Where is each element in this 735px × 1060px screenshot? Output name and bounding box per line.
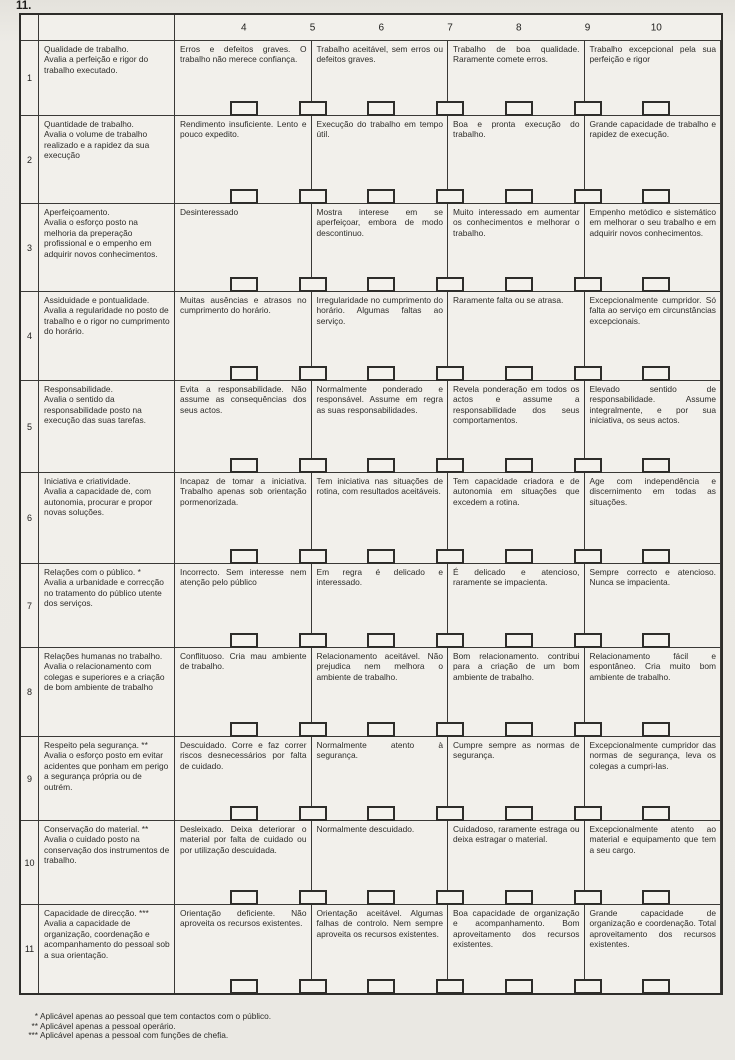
rating-checkbox[interactable] bbox=[574, 458, 602, 473]
rating-checkbox[interactable] bbox=[642, 890, 670, 905]
rating-checkbox[interactable] bbox=[642, 549, 670, 564]
criterion-row bbox=[21, 115, 721, 203]
level-text: Em regra é delicado e interessado. bbox=[312, 564, 449, 647]
rating-checkbox[interactable] bbox=[642, 277, 670, 292]
criterion-description: Avalia a regularidade no posto de trabalho e o rigor no cumprimento do horário. bbox=[44, 305, 170, 337]
criterion-description: Avalia o esforço posto na melhoria da preperação profissional e o empenho em adquirir novos conhecimentos. bbox=[44, 217, 158, 259]
level-text: Boa capacidade de organização e acompanhamento. Bom aproveitamento dos recursos existentes. bbox=[448, 905, 585, 993]
scale-value: 10 bbox=[650, 22, 662, 33]
level-text: Normalmente descuidado. bbox=[312, 821, 449, 904]
criterion-title: Capacidade de direcção. *** bbox=[44, 908, 149, 918]
rating-checkbox[interactable] bbox=[574, 890, 602, 905]
rating-checkbox[interactable] bbox=[367, 277, 395, 292]
scale-values bbox=[175, 15, 721, 40]
level-text: Elevado sentido de responsabilidade. Assume integralmente, e por sua iniciativa, os seus actos. bbox=[585, 381, 722, 472]
criterion-description: Avalia o cuidado posto na conservação dos instrumentos de trabalho. bbox=[44, 834, 170, 866]
rating-checkbox[interactable] bbox=[505, 722, 533, 737]
level-text: Raramente falta ou se atrasa. bbox=[448, 292, 585, 380]
scale-value: 8 bbox=[515, 22, 522, 33]
criterion-cell bbox=[39, 116, 175, 203]
level-text: Conflituoso. Cria mau ambiente de trabalho. bbox=[175, 648, 312, 736]
criterion-cell bbox=[39, 292, 175, 380]
scale-value: 5 bbox=[309, 22, 316, 33]
level-text: Desleixado. Deixa deteriorar o material por falta de cuidado ou por utilização descuidada. bbox=[175, 821, 312, 904]
rating-checkbox[interactable] bbox=[299, 189, 327, 204]
rating-checkbox[interactable] bbox=[230, 633, 258, 648]
rating-checkbox[interactable] bbox=[436, 366, 464, 381]
criterion-number: 11 bbox=[21, 905, 39, 993]
rating-checkbox[interactable] bbox=[436, 633, 464, 648]
level-text: Empenho metódico e sistemático em melhorar o seu trabalho e em adquirir novos conhecimentos. bbox=[585, 204, 722, 291]
rating-checkbox[interactable] bbox=[574, 722, 602, 737]
scale-value: 4 bbox=[240, 22, 247, 33]
level-text: Orientação aceitável. Algumas falhas de controlo. Nem sempre aproveita os recursos existentes. bbox=[312, 905, 449, 993]
level-text: Revela ponderação em todos os actos e assume a responsabilidade dos seus comportamentos. bbox=[448, 381, 585, 472]
rating-checkbox[interactable] bbox=[436, 101, 464, 116]
rating-checkbox[interactable] bbox=[367, 633, 395, 648]
level-text: Normalmente atento à segurança. bbox=[312, 737, 449, 820]
rating-checkbox[interactable] bbox=[230, 806, 258, 821]
rating-checkbox[interactable] bbox=[642, 366, 670, 381]
criterion-description: Avalia a urbanidade e correcção no tratamento do público utente dos serviços. bbox=[44, 577, 164, 609]
rating-checkbox[interactable] bbox=[436, 277, 464, 292]
rating-checkbox[interactable] bbox=[367, 979, 395, 994]
level-text: Cuidadoso, raramente estraga ou deixa estragar o material. bbox=[448, 821, 585, 904]
criterion-title: Conservação do material. ** bbox=[44, 824, 149, 834]
criterion-number: 8 bbox=[21, 648, 39, 736]
scale-value: 9 bbox=[584, 22, 591, 33]
level-text: Erros e defeitos graves. O trabalho não merece confiança. bbox=[175, 41, 312, 115]
criterion-cell bbox=[39, 204, 175, 291]
rating-checkbox[interactable] bbox=[299, 722, 327, 737]
rating-checkbox[interactable] bbox=[299, 979, 327, 994]
rating-checkbox[interactable] bbox=[436, 722, 464, 737]
scale-value: 6 bbox=[378, 22, 385, 33]
rating-checkbox[interactable] bbox=[642, 458, 670, 473]
rating-checkbox[interactable] bbox=[299, 366, 327, 381]
rating-checkbox[interactable] bbox=[436, 890, 464, 905]
rating-checkbox[interactable] bbox=[299, 806, 327, 821]
criterion-cell bbox=[39, 737, 175, 820]
criterion-cell bbox=[39, 41, 175, 115]
criterion-description: Avalia a capacidade de, com autonomia, procurar e propor novas soluções. bbox=[44, 486, 153, 518]
criterion-title: Relações com o público. * bbox=[44, 567, 141, 577]
criterion-cell bbox=[39, 564, 175, 647]
rating-checkbox[interactable] bbox=[367, 189, 395, 204]
level-text: É delicado e atencioso, raramente se impacienta. bbox=[448, 564, 585, 647]
level-text: Sempre correcto e atencioso. Nunca se impacienta. bbox=[585, 564, 722, 647]
scale-value: 7 bbox=[447, 22, 453, 33]
criterion-number: 4 bbox=[21, 292, 39, 380]
criterion-row bbox=[21, 380, 721, 472]
criterion-number: 1 bbox=[21, 41, 39, 115]
rating-checkbox[interactable] bbox=[505, 549, 533, 564]
criterion-number: 3 bbox=[21, 204, 39, 291]
criterion-cell bbox=[39, 648, 175, 736]
level-text: Trabalho de boa qualidade. Raramente comete erros. bbox=[448, 41, 585, 115]
level-text: Desinteressado bbox=[175, 204, 312, 291]
rating-checkbox[interactable] bbox=[299, 277, 327, 292]
rating-checkbox[interactable] bbox=[505, 277, 533, 292]
level-text: Bom relacionamento. contribui para a criação de um bom ambiente de trabalho. bbox=[448, 648, 585, 736]
level-text: Age com independência e discernimento em todas as situações. bbox=[585, 473, 722, 563]
rating-checkbox[interactable] bbox=[299, 549, 327, 564]
rating-checkbox[interactable] bbox=[367, 549, 395, 564]
header-criteria-col bbox=[39, 15, 175, 40]
criterion-title: Respeito pela segurança. ** bbox=[44, 740, 148, 750]
rating-checkbox[interactable] bbox=[505, 458, 533, 473]
criterion-number: 7 bbox=[21, 564, 39, 647]
rating-checkbox[interactable] bbox=[299, 633, 327, 648]
rating-checkbox[interactable] bbox=[642, 101, 670, 116]
rating-checkbox[interactable] bbox=[367, 458, 395, 473]
criterion-row bbox=[21, 291, 721, 380]
rating-checkbox[interactable] bbox=[230, 458, 258, 473]
rating-checkbox[interactable] bbox=[367, 366, 395, 381]
rating-checkbox[interactable] bbox=[574, 633, 602, 648]
criterion-row bbox=[21, 820, 721, 904]
criterion-title: Responsabilidade. bbox=[44, 384, 113, 394]
level-text: Muitas ausências e atrasos no cumprimento do horário. bbox=[175, 292, 312, 380]
level-text: Trabalho aceitável, sem erros ou defeitos graves. bbox=[312, 41, 449, 115]
rating-checkbox[interactable] bbox=[642, 189, 670, 204]
footnotes bbox=[24, 1012, 271, 1041]
criterion-row bbox=[21, 472, 721, 563]
criterion-number: 5 bbox=[21, 381, 39, 472]
rating-checkbox[interactable] bbox=[230, 277, 258, 292]
rating-checkbox[interactable] bbox=[574, 101, 602, 116]
criterion-row bbox=[21, 904, 721, 993]
rating-checkbox[interactable] bbox=[505, 979, 533, 994]
rating-checkbox[interactable] bbox=[505, 633, 533, 648]
rating-checkbox[interactable] bbox=[299, 458, 327, 473]
rating-checkbox[interactable] bbox=[230, 722, 258, 737]
footnote-text: Aplicável apenas ao pessoal que tem contactos com o público. bbox=[40, 1011, 272, 1021]
criterion-row bbox=[21, 647, 721, 736]
evaluation-table bbox=[19, 13, 723, 995]
level-text: Relacionamento aceitável. Não prejudica nem melhora o ambiente de trabalho. bbox=[312, 648, 449, 736]
criterion-number: 10 bbox=[21, 821, 39, 904]
rating-checkbox[interactable] bbox=[642, 979, 670, 994]
rating-checkbox[interactable] bbox=[367, 890, 395, 905]
criterion-description: Avalia o relacionamento com colegas e superiores e a criação de bom ambiente de trabalho bbox=[44, 661, 165, 693]
rating-checkbox[interactable] bbox=[230, 101, 258, 116]
rating-checkbox[interactable] bbox=[574, 189, 602, 204]
rating-checkbox[interactable] bbox=[299, 101, 327, 116]
criterion-cell bbox=[39, 473, 175, 563]
rating-checkbox[interactable] bbox=[230, 979, 258, 994]
criterion-description: Avalia o volume de trabalho realizado e a rapidez da sua execução bbox=[44, 129, 150, 161]
rating-checkbox[interactable] bbox=[574, 806, 602, 821]
criterion-number: 6 bbox=[21, 473, 39, 563]
criterion-title: Aperfeiçoamento. bbox=[44, 207, 110, 217]
footnote-text: Aplicável apenas a pessoal com funções de chefia. bbox=[40, 1030, 229, 1041]
criterion-description: Avalia a perfeição e rigor do trabalho executado. bbox=[44, 54, 149, 75]
criterion-description: Avalia o esforço posto em evitar acidentes que ponham em perigo a segurança própria ou de outrém. bbox=[44, 750, 169, 792]
rating-checkbox[interactable] bbox=[642, 722, 670, 737]
criterion-title: Iniciativa e criatividade. bbox=[44, 476, 131, 486]
rating-checkbox[interactable] bbox=[574, 549, 602, 564]
rating-checkbox[interactable] bbox=[230, 549, 258, 564]
level-text: Excepcionalmente cumpridor. Só falta ao serviço em circunstâncias excepcionais. bbox=[585, 292, 722, 380]
rating-checkbox[interactable] bbox=[574, 979, 602, 994]
criterion-row bbox=[21, 563, 721, 647]
footnote bbox=[24, 1031, 271, 1041]
level-text: Cumpre sempre as normas de segurança. bbox=[448, 737, 585, 820]
scale-header-row bbox=[21, 15, 721, 41]
rating-checkbox[interactable] bbox=[230, 366, 258, 381]
rating-checkbox[interactable] bbox=[505, 366, 533, 381]
level-text: Excepcionalmente atento ao material e equipamento que tem a seu cargo. bbox=[585, 821, 722, 904]
level-text: Mostra interese em se aperfeiçoar, embora de modo descontinuo. bbox=[312, 204, 449, 291]
level-text: Orientação deficiente. Não aproveita os recursos existentes. bbox=[175, 905, 312, 993]
criterion-row bbox=[21, 41, 721, 115]
criterion-cell bbox=[39, 381, 175, 472]
rating-checkbox[interactable] bbox=[230, 189, 258, 204]
section-number: 11. bbox=[16, 0, 32, 12]
rating-checkbox[interactable] bbox=[436, 458, 464, 473]
level-text: Grande capacidade de trabalho e rapidez de execução. bbox=[585, 116, 722, 203]
criterion-title: Qualidade de trabalho. bbox=[44, 44, 129, 54]
rating-checkbox[interactable] bbox=[436, 189, 464, 204]
level-text: Execução do trabalho em tempo útil. bbox=[312, 116, 449, 203]
header-number-col bbox=[21, 15, 39, 40]
level-text: Incorrecto. Sem interesse nem atenção pelo público bbox=[175, 564, 312, 647]
rating-checkbox[interactable] bbox=[505, 806, 533, 821]
level-text: Relacionamento fácil e espontâneo. Cria muito bom ambiente de trabalho. bbox=[585, 648, 722, 736]
rating-checkbox[interactable] bbox=[505, 189, 533, 204]
level-text: Tem iniciativa nas situações de rotina, com resultados aceitáveis. bbox=[312, 473, 449, 563]
criterion-row bbox=[21, 203, 721, 291]
rating-checkbox[interactable] bbox=[436, 979, 464, 994]
footnote-marker: ** bbox=[31, 1020, 38, 1031]
criterion-row bbox=[21, 736, 721, 820]
rating-checkbox[interactable] bbox=[436, 806, 464, 821]
level-text: Descuidado. Corre e faz correr riscos desnecessários por falta de cuidado. bbox=[175, 737, 312, 820]
footnote-marker: * bbox=[34, 1011, 38, 1021]
rating-checkbox[interactable] bbox=[367, 101, 395, 116]
criterion-description: Avalia o sentido da responsabilidade posto na execução das suas tarefas. bbox=[44, 394, 146, 426]
criterion-title: Relações humanas no trabalho. bbox=[44, 651, 163, 661]
criterion-cell bbox=[39, 821, 175, 904]
level-text: Trabalho excepcional pela sua perfeição e rigor bbox=[585, 41, 722, 115]
level-text: Rendimento insuficiente. Lento e pouco expedito. bbox=[175, 116, 312, 203]
rating-checkbox[interactable] bbox=[505, 101, 533, 116]
rating-checkbox[interactable] bbox=[436, 549, 464, 564]
rating-checkbox[interactable] bbox=[574, 277, 602, 292]
level-text: Muito interessado em aumentar os conhecimentos e melhorar o trabalho. bbox=[448, 204, 585, 291]
footnote-text: Aplicável apenas a pessoal operário. bbox=[40, 1020, 176, 1031]
level-text: Tem capacidade criadora e de autonomia em situações que excedem a rotina. bbox=[448, 473, 585, 563]
rating-checkbox[interactable] bbox=[642, 806, 670, 821]
rating-checkbox[interactable] bbox=[505, 890, 533, 905]
level-text: Incapaz de tomar a iniciativa. Trabalho apenas sob orientação pormenorizada. bbox=[175, 473, 312, 563]
criterion-title: Assiduidade e pontualidade. bbox=[44, 295, 150, 305]
rating-checkbox[interactable] bbox=[574, 366, 602, 381]
level-text: Normalmente ponderado e responsável. Assume em regra as suas responsabilidades. bbox=[312, 381, 449, 472]
criterion-description: Avalia a capacidade de organização, coordenação e acompanhamento do pessoal sob a sua orientação. bbox=[44, 918, 170, 960]
level-text: Boa e pronta execução do trabalho. bbox=[448, 116, 585, 203]
rating-checkbox[interactable] bbox=[367, 722, 395, 737]
rating-checkbox[interactable] bbox=[642, 633, 670, 648]
rating-checkbox[interactable] bbox=[230, 890, 258, 905]
level-text: Grande capacidade de organização e coordenação. Total aproveitamento dos recursos existentes. bbox=[585, 905, 722, 993]
criterion-number: 9 bbox=[21, 737, 39, 820]
rating-checkbox[interactable] bbox=[367, 806, 395, 821]
footnote-marker: *** bbox=[28, 1030, 38, 1041]
level-text: Irregularidade no cumprimento do horário. Algumas faltas ao serviço. bbox=[312, 292, 449, 380]
criterion-cell bbox=[39, 905, 175, 993]
criterion-number: 2 bbox=[21, 116, 39, 203]
level-text: Evita a responsabilidade. Não assume as consequências dos seus actos. bbox=[175, 381, 312, 472]
rating-checkbox[interactable] bbox=[299, 890, 327, 905]
criterion-title: Quantidade de trabalho. bbox=[44, 119, 134, 129]
level-text: Excepcionalmente cumpridor das normas de segurança, leva os colegas a cumpri-las. bbox=[585, 737, 722, 820]
